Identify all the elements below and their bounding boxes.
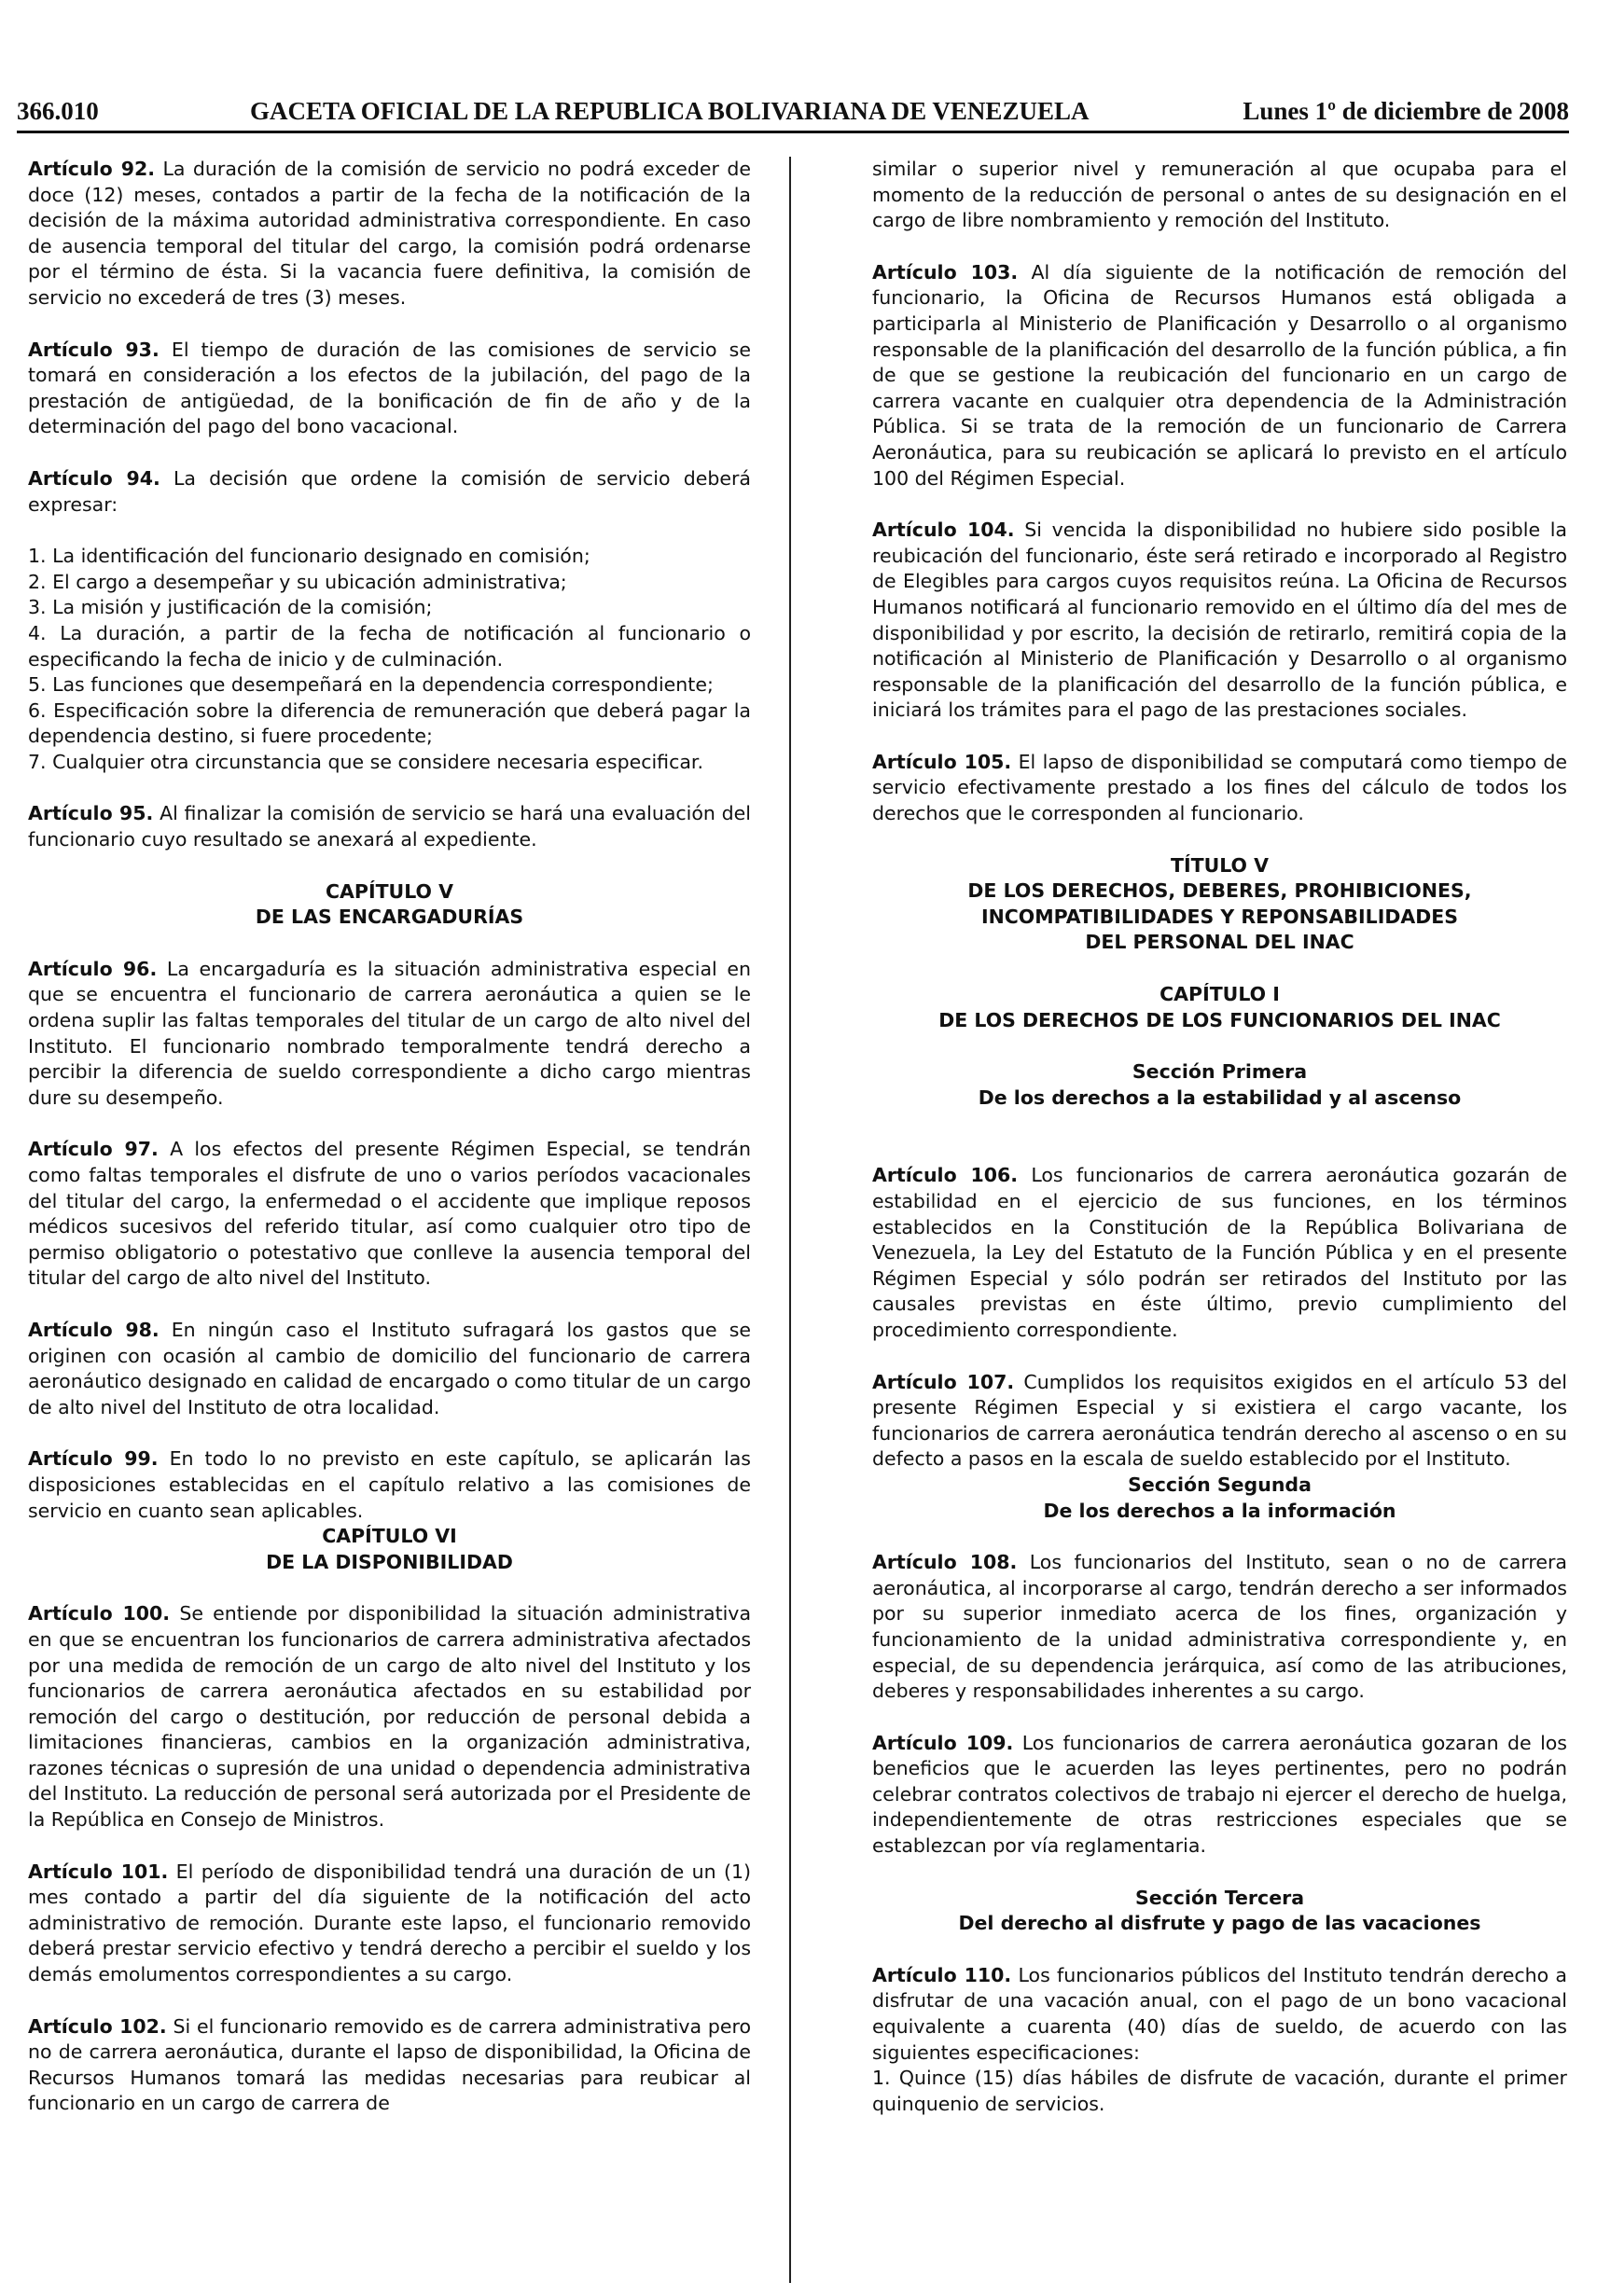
article-label: Artículo 99. [28,1447,159,1471]
article-97 [28,1137,751,1292]
article-text: El tiempo de duración de las comisiones de servicio se tomará en consideración a los efectos de la jubilación, del pago de la prestación de antigüedad, de la bonificación de fin de año y de la determinación del pago del bono vacacional. [28,338,751,438]
article-94-list [28,544,751,775]
article-98 [28,1318,751,1420]
article-label: Artículo 105. [872,750,1012,773]
article-99 [28,1446,751,1524]
article-text: Los funcionarios públicos del Instituto tendrán derecho a disfrutar de una vacación anual, con el pago de un bono vacacional equivalente a cuarenta (40) días de sueldo, de acuerdo con las siguientes especificaciones: [872,1963,1567,2064]
left-column [28,157,751,2117]
article-110 [872,1963,1567,2066]
chapter-title: DE LA DISPONIBILIDAD [266,1550,513,1573]
article-95 [28,801,751,852]
title-number: TÍTULO V [1170,853,1269,877]
section-title: De los derechos a la estabilidad y al ascenso [978,1086,1462,1109]
article-label: Artículo 93. [28,338,160,361]
article-text: Se entiende por disponibilidad la situación administrativa en que se encuentran los funcionarios de carrera administrativa afectados por una medida de remoción de un cargo de alto nivel del Instituto y los funcionarios de carrera aeronáutica afectados en su estabilidad por remoción del cargo o destitución, por reducción de personal debida a limitaciones financieras, cambios en la organización administrativa, razones técnicas o supresión de una unidad o dependencia administrativa del Instituto. La reducción de personal será autorizada por el Presidente de la República en Consejo de Ministros. [28,1602,751,1832]
article-text: En ningún caso el Instituto sufragará los gastos que se originen con ocasión al cambio de domicilio del funcionario de carrera aeronáutico designado en calidad de encargado o como titular de un cargo de alto nivel del Instituto de otra localidad. [28,1318,751,1418]
article-text: La decisión que ordene la comisión de servicio deberá expresar: [28,466,751,516]
article-102-continued: similar o superior nivel y remuneración al que ocupaba para el momento de la reducción de personal o antes de su designación en el cargo de libre nombramiento y remoción del Instituto. [872,158,1567,232]
section-heading [872,1886,1567,1937]
article-text: Los funcionarios de carrera aeronáutica gozarán de estabilidad en el ejercicio de sus funciones, en los términos establecidos en la Constitución de la República Bolivariana de Venezuela, la Ley del Estatuto de la Función Pública y en el presente Régimen Especial y sólo podrán ser retirados del Instituto por las causales previstas en éste último, previo cumplimiento del procedimiento correspondiente. [872,1164,1567,1341]
article-label: Artículo 95. [28,802,154,825]
article-text: A los efectos del presente Régimen Especial, se tendrán como faltas temporales el disfrute de uno o varios períodos vacacionales del titular del cargo, la enfermedad o el accidente que implique reposos médicos sucesivos del referido titular, así como cualquier otro tipo de permiso obligatorio o potestativo que conlleve la ausencia temporal del titular del cargo de alto nivel del Instituto. [28,1138,751,1290]
article-text: Si el funcionario removido es de carrera administrativa pero no de carrera aeronáutica, durante el lapso de disponibilidad, la Oficina de Recursos Humanos tomará las medidas necesarias para reubicar al funcionario en un cargo de carrera de [28,2014,751,2115]
article-105 [872,750,1567,827]
section-number: Sección Tercera [1134,1886,1305,1909]
page-number: 366.010 [17,97,99,125]
article-label: Artículo 96. [28,957,158,980]
article-101 [28,1860,751,1988]
list-item: 1. La identificación del funcionario designado en comisión; [28,545,590,568]
publication-date: Lunes 1º de diciembre de 2008 [1243,97,1569,125]
article-label: Artículo 98. [28,1318,160,1341]
article-label: Artículo 110. [872,1963,1012,1986]
article-label: Artículo 104. [872,519,1015,542]
article-label: Artículo 106. [872,1164,1019,1187]
article-92 [28,157,751,311]
article-label: Artículo 94. [28,466,160,490]
list-item: 3. La misión y justificación de la comisión; [28,596,433,619]
list-item: 4. La duración, a partir de la fecha de notificación al funcionario o especificando la fecha de inicio y de culminación. [28,621,751,671]
article-label: Artículo 107. [872,1370,1015,1393]
article-94 [28,466,751,518]
article-label: Artículo 109. [872,1731,1014,1754]
chapter-number: CAPÍTULO VI [322,1525,457,1548]
article-106 [872,1163,1567,1343]
article-label: Artículo 100. [28,1602,171,1625]
list-item: 5. Las funciones que desempeñará en la dependencia correspondiente; [28,673,714,697]
publication-title: GACETA OFICIAL DE LA REPUBLICA BOLIVARIANA DE VENEZUELA [250,97,1090,125]
chapter-heading [872,982,1567,1033]
article-96 [28,957,751,1112]
chapter-number: CAPÍTULO I [1160,983,1280,1006]
list-item: 7. Cualquier otra circunstancia que se considere necesaria especificar. [28,750,703,773]
article-102 [28,2014,751,2117]
column-divider [789,157,791,2283]
title-line: INCOMPATIBILIDADES Y REPONSABILIDADES [980,905,1459,928]
article-104 [872,518,1567,724]
article-107 [872,1370,1567,1473]
article-label: Artículo 102. [28,2014,167,2038]
list-item: 6. Especificación sobre la diferencia de remuneración que deberá pagar la dependencia destino, si fuere procedente; [28,698,751,748]
article-text: La encargaduría es la situación administrativa especial en que se encuentra el funcionario de carrera aeronáutica a quien se le ordena suplir las faltas temporales del titular de un cargo de alto nivel del Instituto. El funcionario nombrado temporalmente tendrá derecho a percibir la diferencia de sueldo correspondiente a dicho cargo mientras dure su desempeño. [28,957,751,1109]
article-label: Artículo 108. [872,1551,1018,1574]
chapter-title: DE LOS DERECHOS DE LOS FUNCIONARIOS DEL INAC [938,1008,1501,1031]
page-header [17,93,1569,133]
article-label: Artículo 103. [872,260,1019,284]
article-103 [872,260,1567,491]
article-109 [872,1731,1567,1860]
title-line: DEL PERSONAL DEL INAC [1085,931,1354,954]
chapter-number: CAPÍTULO V [326,879,453,903]
article-text: Los funcionarios del Instituto, sean o no de carrera aeronáutica, al incorporarse al cargo, tendrán derecho a ser informados por su superior inmediato acerca de los fines, organización y funcionamiento de la unidad administrativa correspondiente y, en especial, de su dependencia jerárquica, así como de las atribuciones, deberes y responsabilidades inherentes a su cargo. [872,1551,1567,1703]
list-item: 2. El cargo a desempeñar y su ubicación administrativa; [28,570,567,593]
list-item: 1. Quince (15) días hábiles de disfrute de vacación, durante el primer quinquenio de servicios. [872,2067,1567,2115]
title-heading [872,853,1567,956]
section-title: Del derecho al disfrute y pago de las vacaciones [958,1912,1481,1935]
article-label: Artículo 97. [28,1138,159,1161]
section-number: Sección Primera [1132,1060,1308,1084]
section-heading [872,1473,1567,1524]
article-text: Si vencida la disponibilidad no hubiere sido posible la reubicación del funcionario, éste será retirado e incorporado al Registro de Elegibles para cargos cuyos requisitos reúna. La Oficina de Recursos Humanos notificará al funcionario removido en el último día del mes de disponibilidad y por escrito, la decisión de retirarlo, remitirá copia de la notificación al Ministerio de Planificación y Desarrollo o al organismo responsable de la planificación del desarrollo de la función pública, e iniciará los trámites para el pago de las prestaciones sociales. [872,519,1567,722]
article-108 [872,1550,1567,1705]
section-number: Sección Segunda [1128,1473,1312,1496]
article-label: Artículo 101. [28,1860,169,1883]
right-column [872,157,1567,2117]
article-text: Al día siguiente de la notificación de remoción del funcionario, la Oficina de Recursos Humanos está obligada a participarla al Ministerio de Planificación y Desarrollo o al organismo responsable de la planificación del desarrollo de la función pública, a fin de que se gestione la reubicación del funcionario en un cargo de carrera vacante en cualquier otra dependencia de la Administración Pública. Si se trata de la remoción de un funcionario de Carrera Aeronáutica, para su reubicación se aplicará lo previsto en el artículo 100 del Régimen Especial. [872,260,1568,490]
article-text: El período de disponibilidad tendrá una duración de un (1) mes contado a partir del día siguiente de la notificación del acto administrativo de remoción. Durante este lapso, el funcionario removido deberá prestar servicio efectivo y tendrá derecho a percibir el sueldo y los demás emolumentos correspondientes a su cargo. [28,1860,751,1986]
article-text: Al finalizar la comisión de servicio se hará una evaluación del funcionario cuyo resultado se anexará al expediente. [28,802,751,851]
article-93 [28,338,751,440]
chapter-heading [28,879,751,931]
article-text: Los funcionarios de carrera aeronáutica gozaran de los beneficios que le acuerden las leyes pertinentes, pero no podrán celebrar contratos colectivos de trabajo ni ejercer el derecho de huelga, independientemente de otras restricciones especiales que se establezcan por vía reglamentaria. [872,1731,1567,1858]
title-line: DE LOS DERECHOS, DEBERES, PROHIBICIONES, [967,879,1472,903]
section-heading [872,1059,1567,1111]
article-text: Cumplidos los requisitos exigidos en el artículo 53 del presente Régimen Especial y si existiera el cargo vacante, los funcionarios de carrera aeronáutica tendrán derecho al ascenso o en su defecto a pasos en la escala de sueldo establecido por el Instituto. [872,1370,1567,1471]
article-text: El lapso de disponibilidad se computará como tiempo de servicio efectivamente prestado a los fines del cálculo de todos los derechos que le corresponden al funcionario. [872,750,1567,825]
chapter-heading [28,1524,751,1575]
chapter-title: DE LAS ENCARGADURÍAS [255,906,524,929]
article-text: En todo lo no previsto en este capítulo, se aplicarán las disposiciones establecidas en el capítulo relativo a las comisiones de servicio en cuanto sean aplicables. [28,1447,751,1522]
section-title: De los derechos a la información [1043,1499,1396,1522]
article-label: Artículo 92. [28,158,156,180]
article-100 [28,1601,751,1833]
article-text: La duración de la comisión de servicio no podrá exceder de doce (12) meses, contados a partir de la fecha de la notificación de la decisión de la máxima autoridad administrativa correspondiente. En caso de ausencia temporal del titular del cargo, la comisión podrá ordenarse por el término de ésta. Si la vacancia fuere definitiva, la comisión de servicio no excederá de tres (3) meses. [28,158,751,309]
